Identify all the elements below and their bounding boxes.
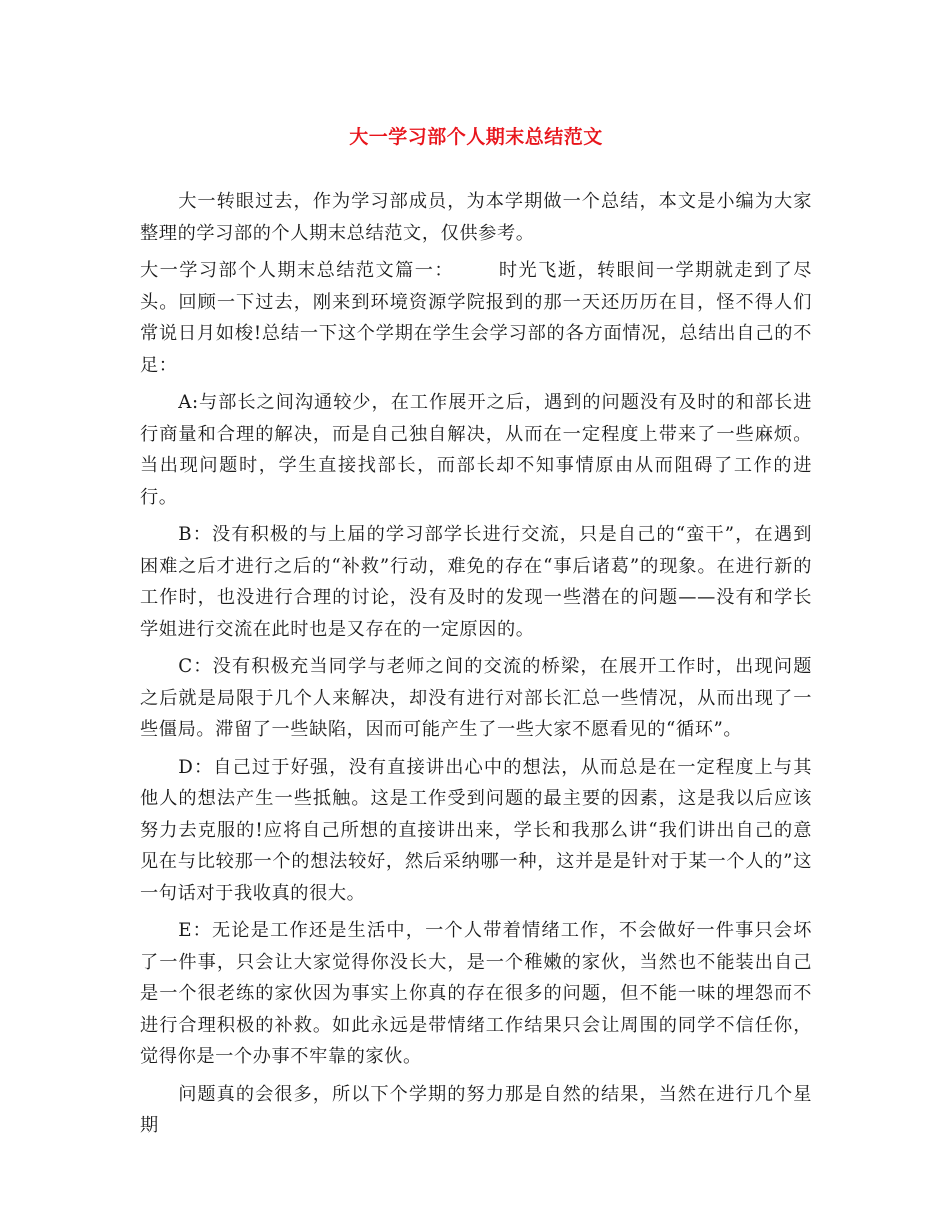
intro-paragraph: 大一转眼过去，作为学习部成员，为本学期做一个总结，本文是小编为大家整理的学习部的个人期末总结范文，仅供参考。 xyxy=(140,191,812,244)
point-e-paragraph: E：无论是工作还是生活中，一个人带着情绪工作，不会做好一件事只会坏了一件事，只会让大家觉得你没长大，是一个稚嫩的家伙，当然也不能装出自己是一个很老练的家伙因为事实上你真的存在很多的问题，但不能一味的埋怨而不进行合理积极的补救。如此永远是带情绪工作结果只会让周围的同学不信任你，觉得你是一个办事不牢靠的家伙。 xyxy=(140,920,812,1067)
section-heading: 大一学习部个人期末总结范文篇一： xyxy=(140,260,454,281)
section-intro: 时光飞逝，转眼间一学期就走到了尽头。回顾一下过去，刚来到环境资源学院报到的那一天还历历在目，怪不得人们常说日月如梭!总结一下这个学期在学生会学习部的各方面情况，总结出自己的不足： xyxy=(140,260,812,376)
section-paragraph xyxy=(140,255,812,381)
point-c-paragraph: C：没有积极充当同学与老师之间的交流的桥梁，在展开工作时，出现问题之后就是局限于几个人来解决，却没有进行对部长汇总一些情况，从而出现了一些僵局。滞留了一些缺陷，因而可能产生了一些大家不愿看见的“循环”。 xyxy=(140,656,812,740)
closing-paragraph: 问题真的会很多，所以下个学期的努力那是自然的结果，当然在进行几个星期 xyxy=(140,1083,812,1136)
point-b-paragraph: B：没有积极的与上届的学习部学长进行交流，只是自己的“蛮干”，在遇到困难之后才进行之后的“补救”行动，难免的存在“事后诸葛”的现象。在进行新的工作时，也没进行合理的讨论，没有及时的发现一些潜在的问题——没有和学长学姐进行交流在此时也是又存在的一定原因的。 xyxy=(140,524,812,640)
point-a-paragraph: A:与部长之间沟通较少，在工作展开之后，遇到的问题没有及时的和部长进行商量和合理的解决，而是自己独自解决，从而在一定程度上带来了一些麻烦。当出现问题时，学生直接找部长，而部长却不知事情原由从而阻碍了工作的进行。 xyxy=(140,392,812,508)
point-d-paragraph: D：自己过于好强，没有直接讲出心中的想法，从而总是在一定程度上与其他人的想法产生一些抵触。这是工作受到问题的最主要的因素，这是我以后应该努力去克服的!应将自己所想的直接讲出来，学长和我那么讲“我们讲出自己的意见在与比较那一个的想法较好，然后采纳哪一种，这并是是针对于某一个人的”这一句话对于我收真的很大。 xyxy=(140,756,812,904)
document-title: 大一学习部个人期末总结范文 xyxy=(349,126,603,148)
document-body xyxy=(140,186,812,1142)
document-page xyxy=(140,0,812,1148)
